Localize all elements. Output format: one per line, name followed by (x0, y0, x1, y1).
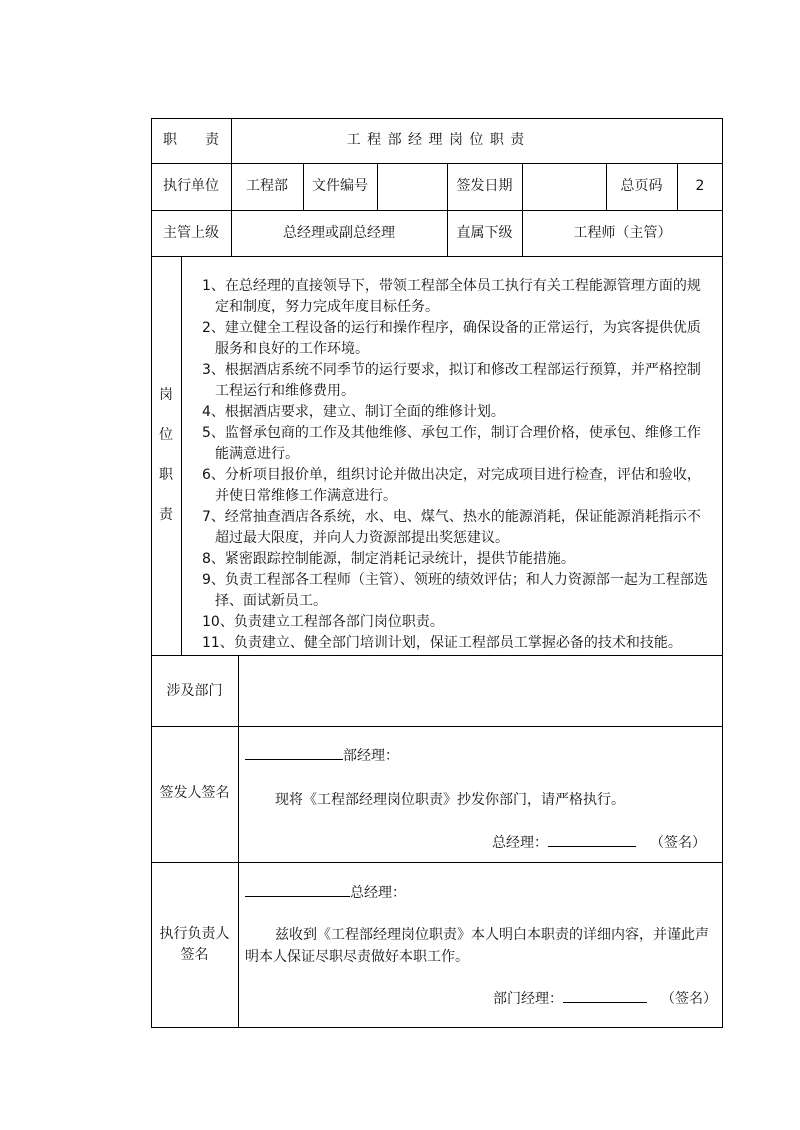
duty-item (202, 360, 712, 402)
duty-item (202, 633, 712, 654)
duty-item-line: 定和制度，努力完成年度目标任务。 (215, 299, 439, 315)
duties-label-char: 位 (159, 427, 173, 443)
duty-item-line: 工程运行和维修费用。 (215, 383, 355, 399)
executor-sign-label-2: 签名 (180, 947, 209, 963)
signer-label: 总经理： (492, 835, 548, 851)
row-divider (151, 655, 723, 656)
duty-item-line: 8、紧密跟踪控制能源，制定消耗记录统计，提供节能措施。 (202, 551, 575, 567)
duties-list (202, 276, 712, 654)
subordinate-label: 直属下级 (456, 225, 513, 241)
total-pages-value: 2 (695, 178, 705, 194)
issuer-addressee (245, 745, 399, 766)
sign-note: （签名） (650, 835, 706, 851)
issuer-signer (492, 832, 706, 853)
duty-item (202, 570, 712, 612)
duty-item-line: 9、负责工程部各工程师（主管）、领班的绩效评估；和人力资源部一起为工程部选 (202, 572, 708, 588)
duties-section-label (151, 375, 181, 535)
duties-label-char: 职 (159, 467, 173, 483)
duty-item-line: 服务和良好的工作环境。 (215, 341, 369, 357)
duty-item-line: 1、在总经理的直接领导下，带领工程部全体员工执行有关工程能源管理方面的规 (202, 278, 701, 294)
duty-item-line: 7、经常抽查酒店各系统，水、电、煤气、热水的能源消耗，保证能源消耗指示不 (202, 509, 701, 525)
col-divider (377, 163, 378, 210)
total-pages-label: 总页码 (620, 178, 663, 194)
signature-blank (563, 988, 647, 1003)
addressee-suffix: 总经理： (350, 885, 406, 901)
duty-item-line: 2、建立健全工程设备的运行和操作程序，确保设备的正常运行，为宾客提供优质 (202, 320, 701, 336)
exec-unit-label: 执行单位 (163, 178, 219, 194)
superior-label: 主管上级 (163, 225, 219, 241)
duty-item-line: 6、分析项目报价单，组织讨论并做出决定，对完成项目进行检查，评估和验收， (202, 467, 701, 483)
subordinate-value: 工程师（主管） (573, 225, 672, 241)
duty-item-line: 10、负责建立工程部各部门岗位职责。 (202, 614, 444, 630)
row-divider (151, 256, 723, 257)
duty-item (202, 402, 712, 423)
signer-label: 部门经理： (493, 991, 563, 1007)
page-title: 工 程 部 经 理 岗 位 职 责 (346, 132, 526, 148)
executor-signer (493, 988, 717, 1009)
addressee-blank (245, 882, 350, 897)
row-divider (151, 210, 723, 211)
issuer-body: 现将《工程部经理岗位职责》抄发你部门，请严格执行。 (275, 792, 625, 808)
col-divider (238, 655, 239, 1028)
superior-value: 总经理或副总经理 (283, 225, 395, 241)
duty-item-line: 11、负责建立、健全部门培训计划，保证工程部员工掌握必备的技术和技能。 (202, 635, 682, 651)
executor-addressee (245, 882, 406, 903)
duty-item (202, 276, 712, 318)
duty-item (202, 549, 712, 570)
sign-note: （签名） (661, 991, 717, 1007)
issue-date-label: 签发日期 (456, 178, 513, 194)
duty-label: 职 责 (163, 132, 219, 148)
duty-item-line: 5、监督承包商的工作及其他维修、承包工作，制订合理价格，使承包、维修工作 (202, 425, 701, 441)
duty-item-line: 4、根据酒店要求，建立、制订全面的维修计划。 (202, 404, 505, 420)
addressee-suffix: 部经理： (343, 748, 399, 764)
duties-label-char: 责 (159, 507, 173, 523)
issuer-sign-label: 签发人签名 (159, 785, 230, 801)
duty-item (202, 507, 712, 549)
duty-item-line: 能满意进行。 (215, 446, 299, 462)
duty-item (202, 318, 712, 360)
executor-body-line1: 兹收到《工程部经理岗位职责》本人明白本职责的详细内容，并谨此声 (275, 927, 709, 943)
executor-sign-label-1: 执行负责人 (159, 926, 230, 942)
duty-item (202, 612, 712, 633)
doc-no-label: 文件编号 (312, 178, 368, 194)
row-divider (151, 163, 723, 164)
related-dept-label: 涉及部门 (166, 683, 223, 699)
signature-blank (548, 832, 636, 847)
duty-item-line: 并使日常维修工作满意进行。 (215, 488, 397, 504)
duty-item-line: 超过最大限度，并向人力资源部提出奖惩建议。 (215, 530, 509, 546)
row-divider (151, 862, 723, 863)
col-divider (181, 256, 182, 655)
duty-item (202, 423, 712, 465)
executor-body-line2: 明本人保证尽职尽责做好本职工作。 (245, 949, 469, 965)
duty-item-line: 择、面试新员工。 (215, 593, 327, 609)
duties-label-char: 岗 (159, 387, 173, 403)
exec-unit-value: 工程部 (246, 178, 288, 194)
addressee-blank (245, 745, 343, 760)
duty-item (202, 465, 712, 507)
duty-item-line: 3、根据酒店系统不同季节的运行要求，拟订和修改工程部运行预算，并严格控制 (202, 362, 701, 378)
row-divider (151, 726, 723, 727)
